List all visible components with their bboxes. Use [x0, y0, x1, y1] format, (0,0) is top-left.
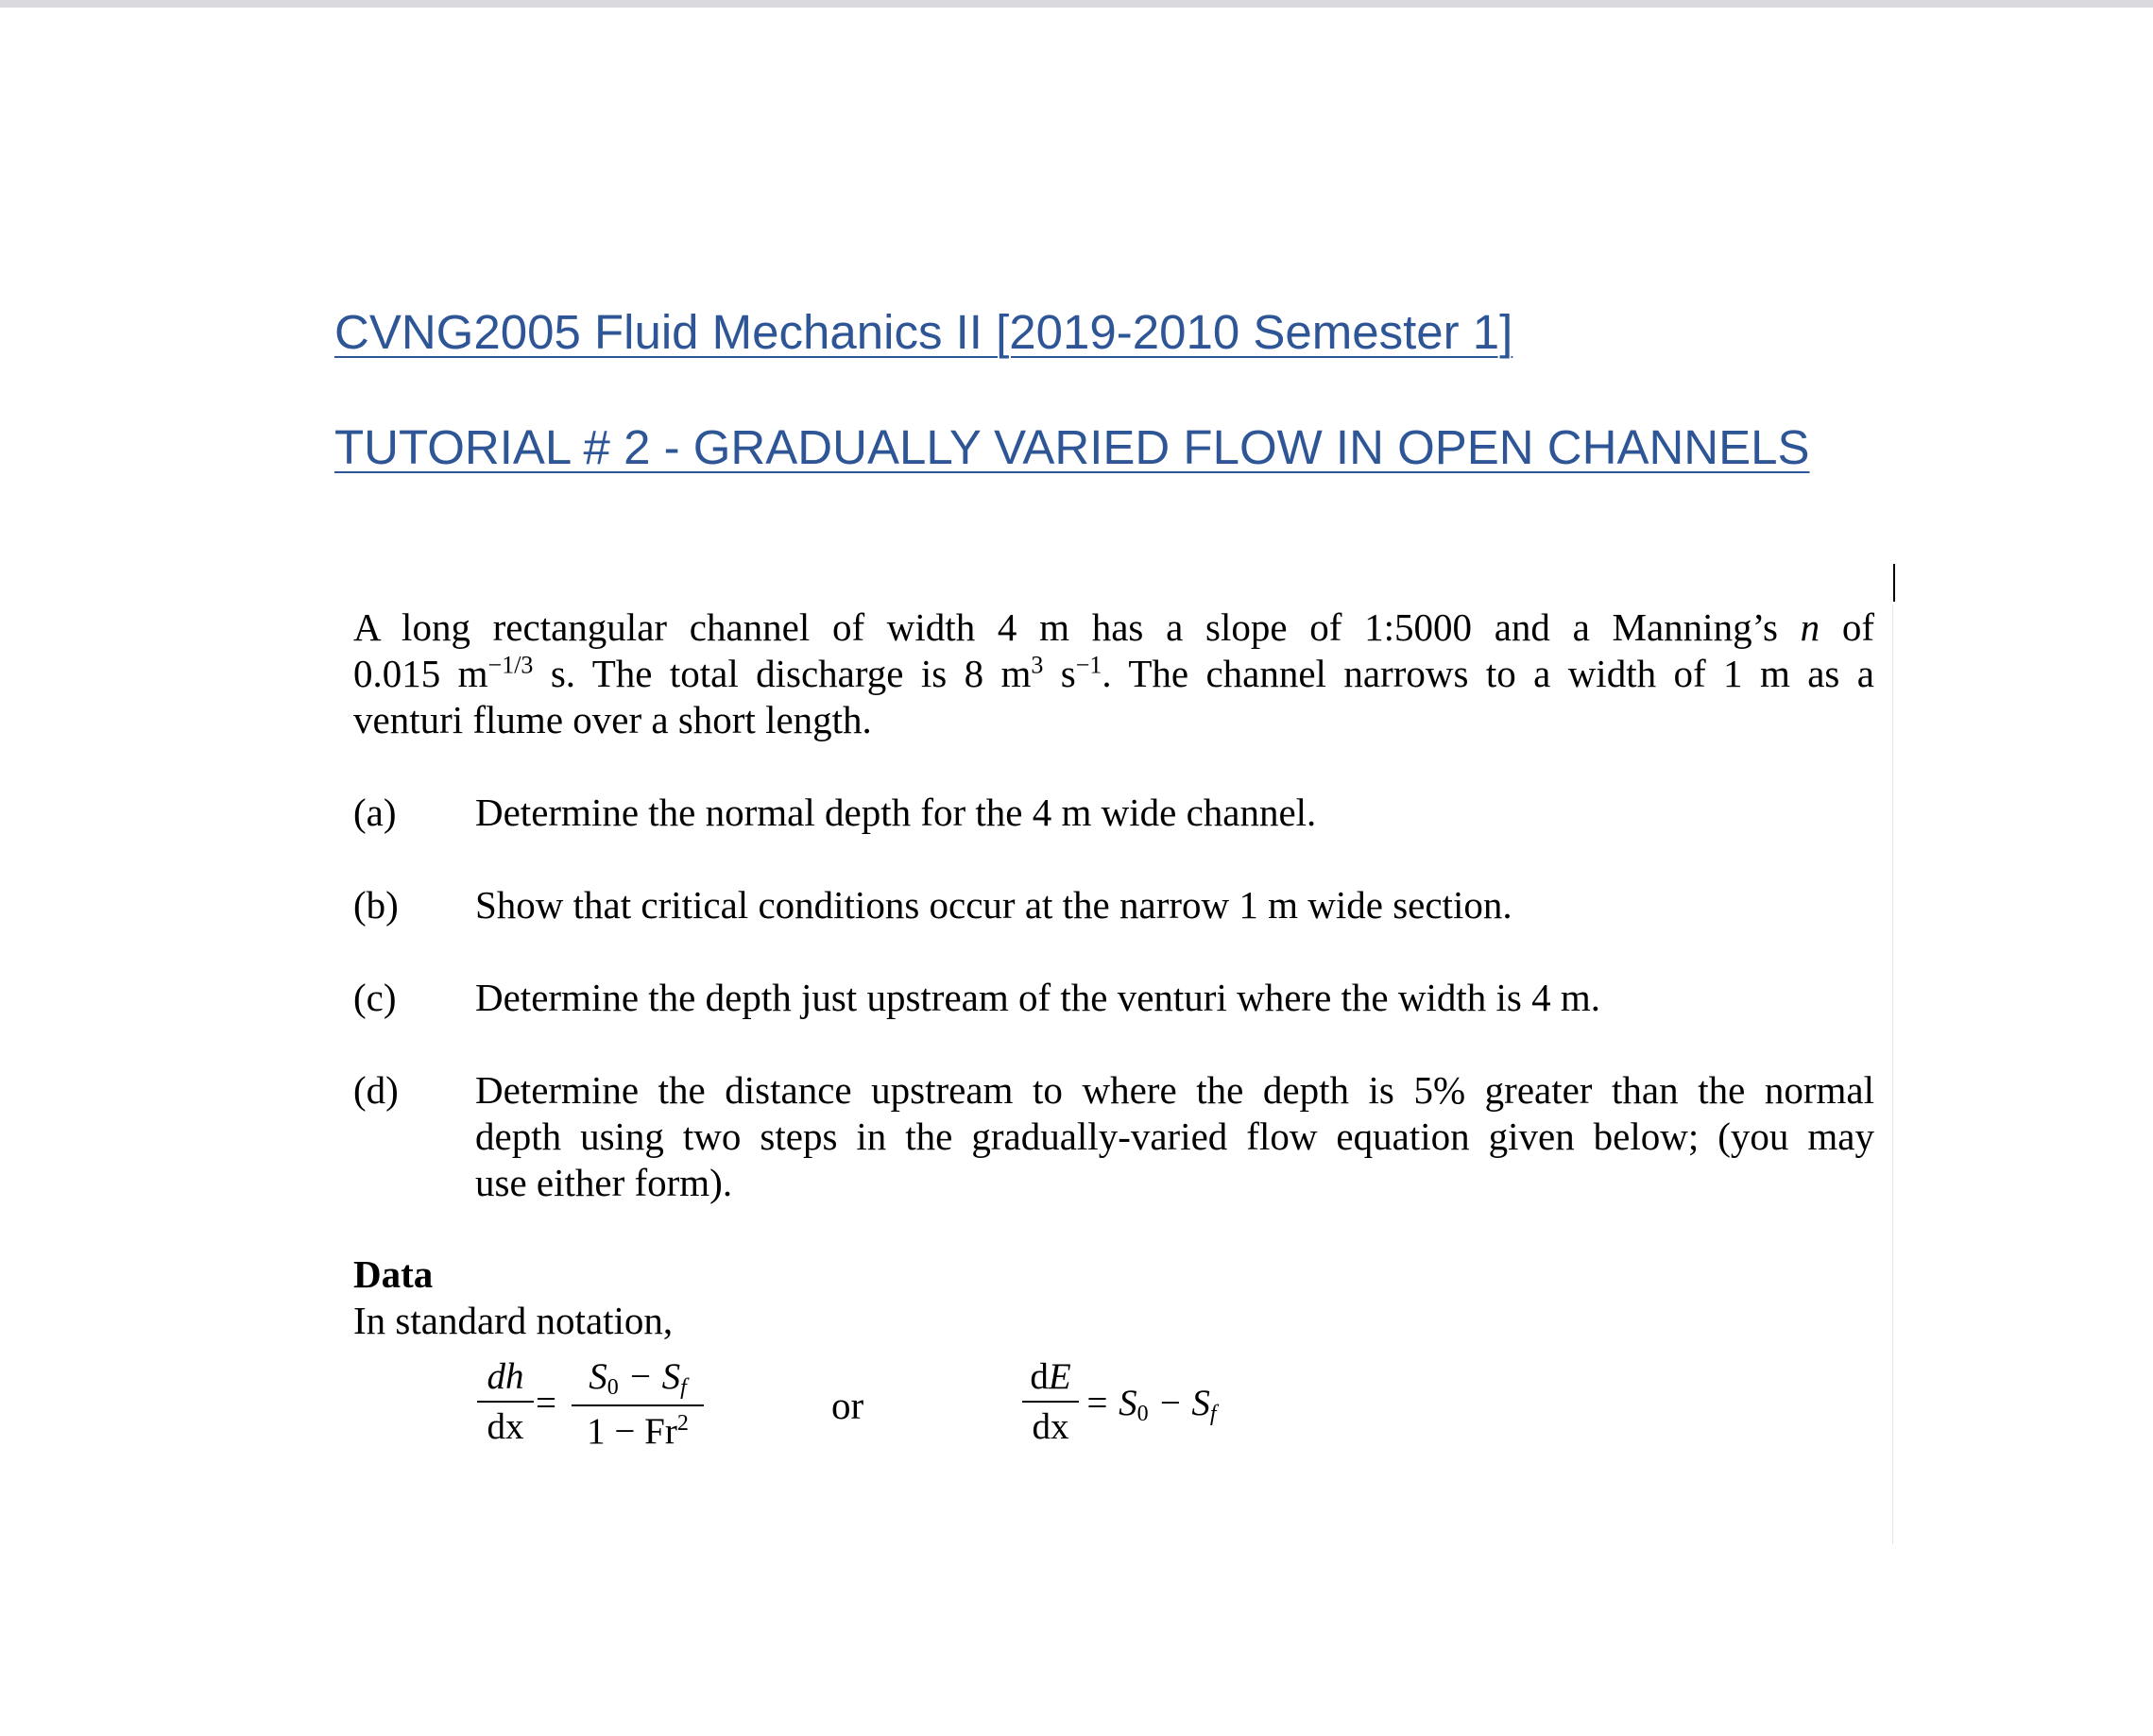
part-label: (d): [353, 1068, 399, 1112]
part-label: (c): [353, 976, 397, 1019]
part-text-line-2: depth using two steps in the gradually-varied flow equation given below; (you may: [475, 1115, 1874, 1158]
tutorial-title: TUTORIAL # 2 - GRADUALLY VARIED FLOW IN OPEN CHANNELS: [334, 420, 1810, 474]
fraction-slope-froude: $S_0 - S_f$ $1 - Fr^2$: [572, 1358, 704, 1450]
text-cursor: [1893, 564, 1895, 602]
data-intro: In standard notation,: [353, 1299, 674, 1342]
page-margin-line: [1892, 604, 1893, 1544]
data-heading: Data: [353, 1252, 434, 1296]
part-text-line-3: use either form).: [475, 1161, 733, 1204]
problem-line-3: venturi flume over a short length.: [353, 698, 872, 741]
part-label: (b): [353, 883, 399, 927]
problem-line-2: 0.015 $m^{-1/3}$ s. The total discharge is 8 $m^3$ $s^{-1}$. The channel narrows to a width of 1 m as a: [353, 651, 1874, 695]
top-border: [0, 0, 2153, 8]
part-text: Show that critical conditions occur at the narrow 1 m wide section.: [475, 883, 1512, 927]
numerator-dE: dE: [1030, 1356, 1071, 1397]
fraction-dh-dx: dh dx: [477, 1358, 534, 1445]
course-title: CVNG2005 Fluid Mechanics II [2019-2010 Semester 1]: [334, 305, 1513, 359]
problem-line-1: A long rectangular channel of width 4 m has a slope of 1:5000 and a Manning’s n of: [353, 605, 1875, 649]
fraction-dE-dx: dE dx: [1022, 1358, 1079, 1445]
or-text: or: [831, 1384, 864, 1427]
part-text: Determine the depth just upstream of the venturi where the width is 4 m.: [475, 976, 1600, 1019]
part-text: Determine the normal depth for the 4 m wide channel.: [475, 791, 1317, 834]
problem-statement: [353, 604, 1874, 743]
part-label: (a): [353, 791, 397, 834]
part-text-line-1: Determine the distance upstream to where the depth is 5% greater than the normal: [475, 1068, 1874, 1112]
